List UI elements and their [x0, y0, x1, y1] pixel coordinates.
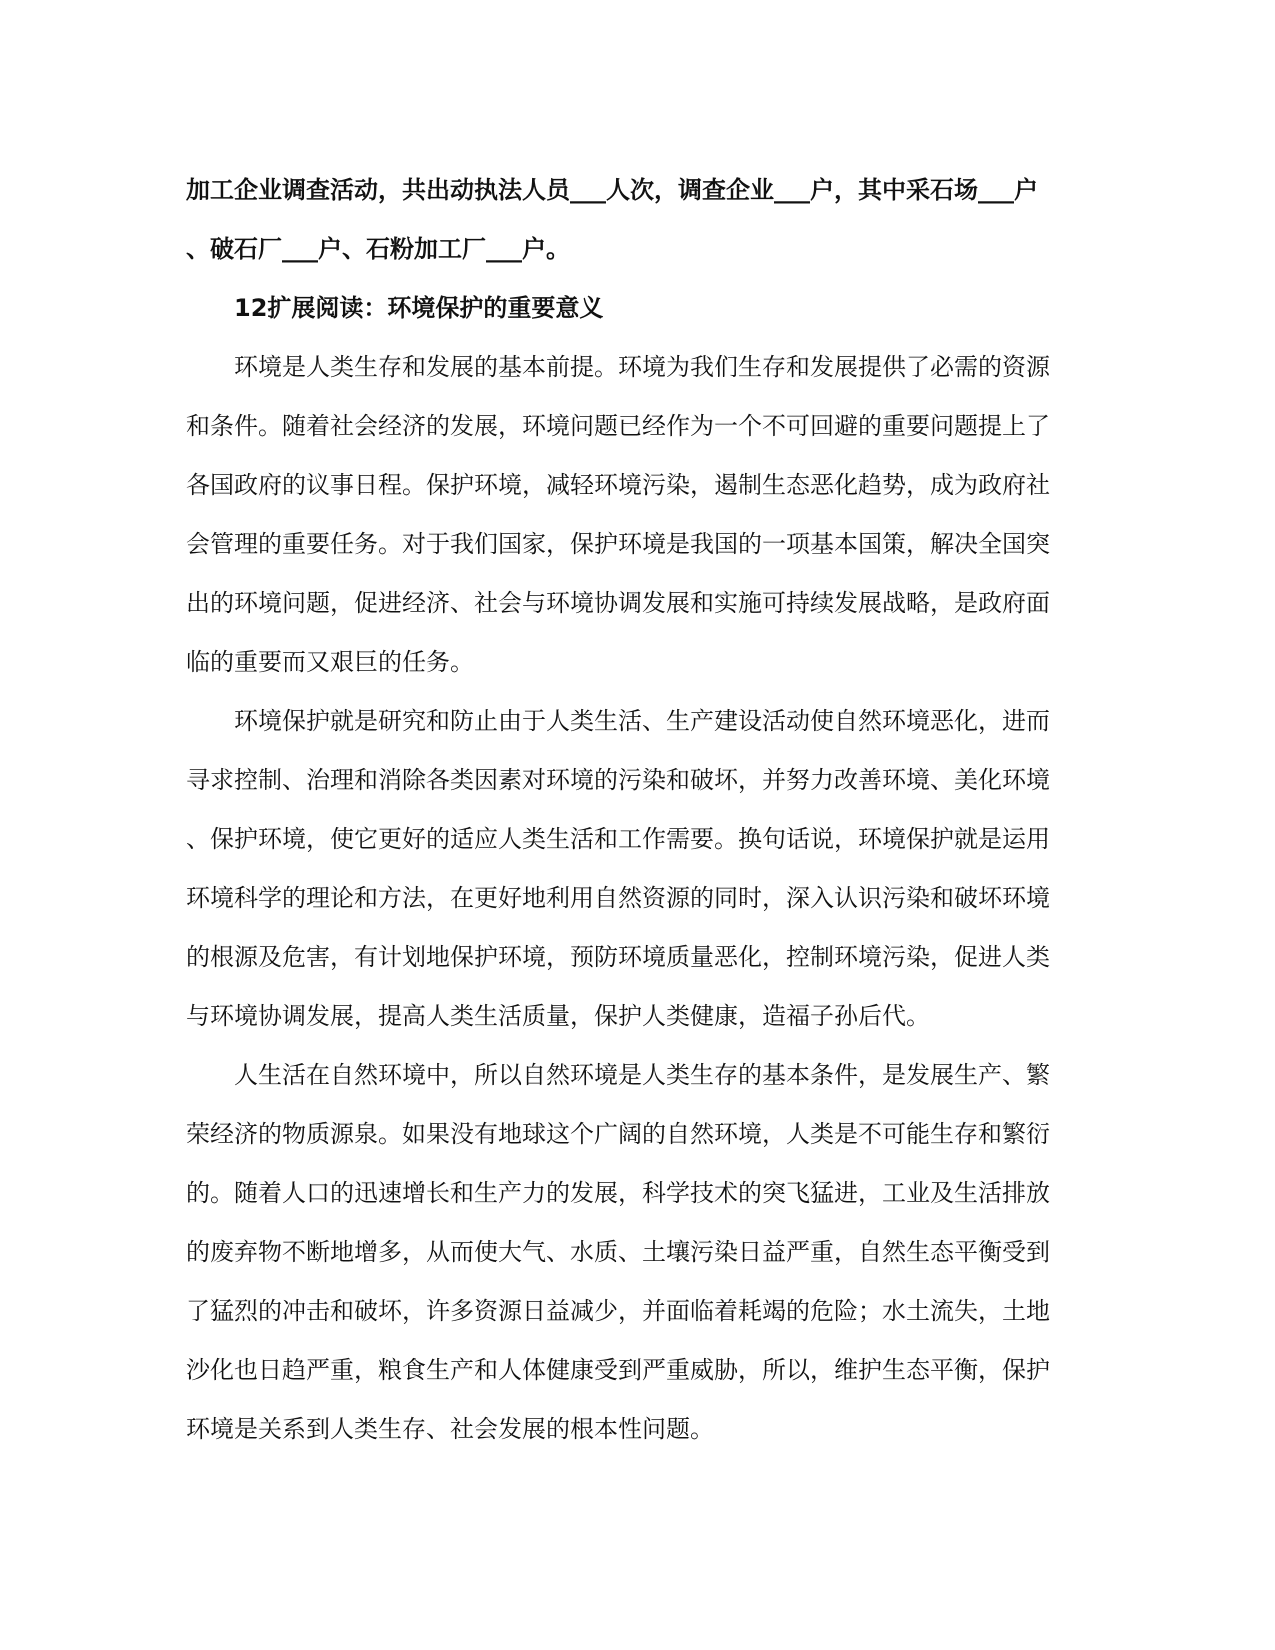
paragraph-line: 了猛烈的冲击和破坏，许多资源日益减少，并面临着耗竭的危险；水土流失，土地 — [186, 1297, 1050, 1325]
paragraph-line: 会管理的重要任务。对于我们国家，保护环境是我国的一项基本国策，解决全国突 — [186, 530, 1050, 558]
paragraph-line: 沙化也日趋严重，粮食生产和人体健康受到严重威胁，所以，维护生态平衡，保护 — [186, 1356, 1050, 1384]
section-title: 12扩展阅读：环境保护的重要意义 — [234, 294, 604, 322]
document-body — [186, 171, 1086, 1469]
paragraph-line: 与环境协调发展，提高人类生活质量，保护人类健康，造福子孙后代。 — [186, 1002, 930, 1030]
paragraph-line: 环境是关系到人类生存、社会发展的根本性问题。 — [186, 1415, 714, 1443]
paragraph-line: 寻求控制、治理和消除各类因素对环境的污染和破坏，并努力改善环境、美化环境 — [186, 766, 1050, 794]
intro-line-2: 、破石厂___户、石粉加工厂___户。 — [186, 235, 570, 263]
paragraph-2 — [186, 702, 1086, 1056]
paragraph-line: 出的环境问题，促进经济、社会与环境协调发展和实施可持续发展战略，是政府面 — [186, 589, 1050, 617]
paragraph-3 — [186, 1056, 1086, 1469]
paragraph-line: 环境是人类生存和发展的基本前提。环境为我们生存和发展提供了必需的资源 — [234, 353, 1050, 381]
paragraph-line: 、保护环境，使它更好的适应人类生活和工作需要。换句话说，环境保护就是运用 — [186, 825, 1050, 853]
paragraph-line: 环境科学的理论和方法，在更好地利用自然资源的同时，深入认识污染和破坏环境 — [186, 884, 1050, 912]
paragraph-line: 的废弃物不断地增多，从而使大气、水质、土壤污染日益严重，自然生态平衡受到 — [186, 1238, 1050, 1266]
paragraph-line: 临的重要而又艰巨的任务。 — [186, 648, 474, 676]
paragraph-line: 荣经济的物质源泉。如果没有地球这个广阔的自然环境，人类是不可能生存和繁衍 — [186, 1120, 1050, 1148]
paragraph-line: 各国政府的议事日程。保护环境，减轻环境污染，遏制生态恶化趋势，成为政府社 — [186, 471, 1050, 499]
paragraph-1 — [186, 348, 1086, 702]
intro-line-1: 加工企业调查活动，共出动执法人员___人次，调查企业___户，其中采石场___户 — [186, 176, 1038, 204]
paragraph-line: 人生活在自然环境中，所以自然环境是人类生存的基本条件，是发展生产、繁 — [234, 1061, 1050, 1089]
paragraph-line: 和条件。随着社会经济的发展，环境问题已经作为一个不可回避的重要问题提上了 — [186, 412, 1050, 440]
paragraph-line: 的根源及危害，有计划地保护环境，预防环境质量恶化，控制环境污染，促进人类 — [186, 943, 1050, 971]
paragraph-line: 环境保护就是研究和防止由于人类生活、生产建设活动使自然环境恶化，进而 — [234, 707, 1050, 735]
paragraph-line: 的。随着人口的迅速增长和生产力的发展，科学技术的突飞猛进，工业及生活排放 — [186, 1179, 1050, 1207]
